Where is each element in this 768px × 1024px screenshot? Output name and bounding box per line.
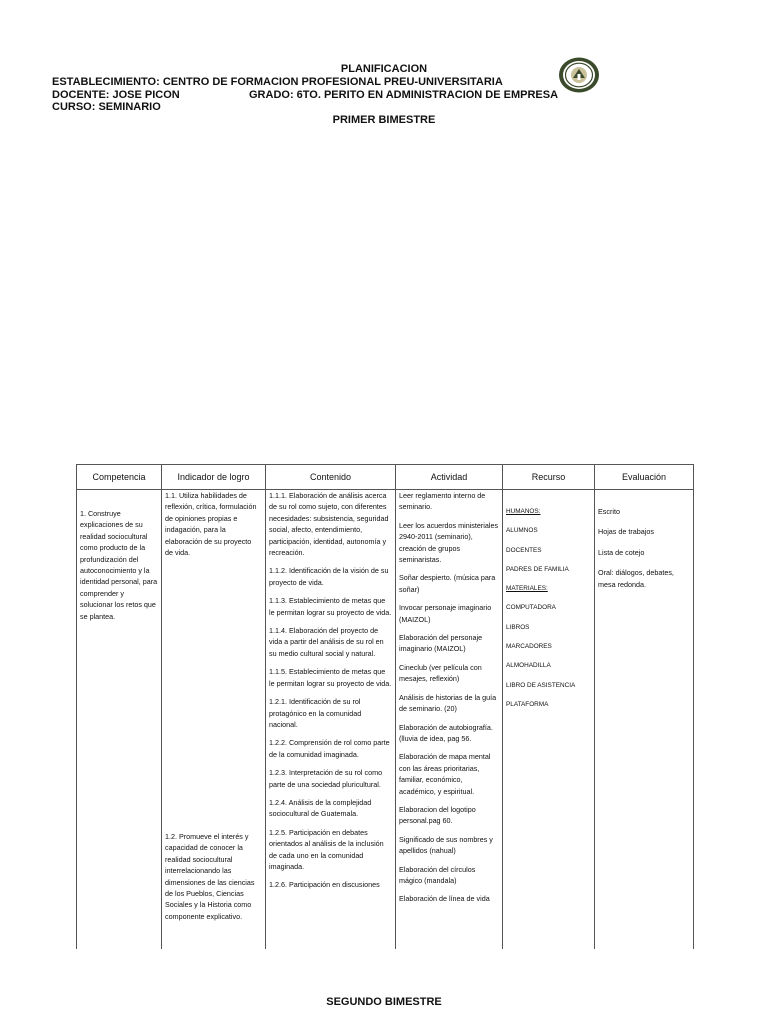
recurso-item: LIBRO DE ASISTENCIA [506, 681, 576, 689]
recurso-item: ALUMNOS [506, 527, 538, 535]
evaluacion-item: Escrito [598, 507, 620, 516]
segundo-bimestre-heading: SEGUNDO BIMESTRE [326, 996, 442, 1008]
contenido-item: 1.2.1. Identificación de su rol protagónico en la comunidad nacional. [269, 697, 362, 729]
header-recurso: Recurso [503, 465, 595, 490]
actividad-item: Invocar personaje imaginario (MAIZOL) [399, 603, 492, 624]
contenido-item: 1.1.2. Identificación de la visión de su proyecto de vida. [269, 566, 389, 587]
actividad-item: Elaboración de línea de vida [399, 894, 490, 904]
contenido-item: 1.1.5. Establecimiento de metas que le permitan lograr su proyecto de vida. [269, 667, 392, 688]
recurso-item: COMPUTADORA [506, 604, 556, 612]
primer-bimestre-heading: PRIMER BIMESTRE [332, 114, 436, 126]
school-logo-icon [557, 56, 601, 94]
curso-line: CURSO: SEMINARIO [52, 101, 161, 113]
grado-line: GRADO: 6TO. PERITO EN ADMINISTRACION DE EMPRESA [249, 89, 559, 101]
table-header-row [77, 465, 694, 490]
actividad-item: Leer reglamento interno de seminario. [399, 491, 486, 512]
header-indicador: Indicador de logro [162, 465, 266, 490]
actividad-item: Análisis de historias de la guía de seminario. (20) [399, 692, 497, 714]
document-title: PLANIFICACION [340, 63, 428, 75]
table-row [77, 490, 694, 950]
actividad-item: Elaboración del círculos mágico (mandala) [399, 864, 476, 885]
recurso-item: ALMOHADILLA [506, 662, 551, 670]
actividad-item: Elaboracion del logotipo personal.pag 60. [399, 804, 476, 826]
recurso-item: DOCENTES [506, 546, 542, 554]
contenido-item: 1.2.4. Análisis de la complejidad sociocultural de Guatemala. [269, 797, 372, 819]
actividad-item: Soñar despierto. (música para soñar) [399, 573, 496, 594]
recurso-heading: HUMANOS: [506, 508, 541, 515]
evaluacion-item: Oral: diálogos, debates, mesa redonda. [598, 568, 674, 589]
contenido-item: 1.1.1. Elaboración de análisis acerca de su rol como sujeto, con diferentes necesidades: subsistencia, seguridad social, afecto, entendimiento, participación, identidad, autonomía y recreación. [269, 491, 389, 558]
recurso-item: PLATAFORMA [506, 700, 549, 708]
contenido-item: 1.2.5. Participación en debates orientados al análisis de la inclusión de cada uno en la comunidad imaginada. [269, 827, 384, 871]
header-contenido: Contenido [266, 465, 396, 490]
docente-line: DOCENTE: JOSE PICON [52, 89, 180, 101]
contenido-item: 1.1.4. Elaboración del proyecto de vida a partir del análisis de su rol en su medio cultural social y natural. [269, 626, 384, 658]
indicador-cell [162, 490, 266, 950]
recurso-cell [503, 490, 595, 950]
contenido-item: 1.2.6. Participación en discusiones [269, 880, 380, 890]
actividad-item: Leer los acuerdos ministeriales 2940-2011 (seminario), creación de grupos seminaristas. [399, 520, 499, 565]
contenido-item: 1.2.3. Interpretación de su rol como parte de una sociedad pluricultural. [269, 768, 383, 789]
establecimiento-line: ESTABLECIMIENTO: CENTRO DE FORMACION PROFESIONAL PREU-UNIVERSITARIA [52, 76, 503, 88]
actividad-item: Cineclub (ver película con mesajes, reflexión) [399, 662, 482, 684]
competencia-cell [77, 490, 162, 950]
recurso-item: PADRES DE FAMILIA [506, 565, 569, 573]
planning-table [76, 464, 694, 949]
header-actividad: Actividad [396, 465, 503, 490]
actividad-cell [396, 490, 503, 950]
actividad-item: Elaboración del personaje imaginario (MAIZOL) [399, 633, 483, 654]
contenido-item: 1.1.3. Establecimiento de metas que le permitan lograr su proyecto de vida. [269, 596, 392, 617]
recurso-item: MARCADORES [506, 643, 552, 651]
competencia-text: 1. Construye explicaciones de su realidad sociocultural como producto de la profundización del autoconocimiento y la identidad personal, para comprender y solucionar los retos que se plantea. [80, 509, 158, 621]
evaluacion-item: Lista de cotejo [598, 547, 645, 557]
evaluacion-item: Hojas de trabajos [598, 527, 654, 537]
indicador-2: 1.2. Promueve el interés y capacidad de conocer la realidad sociocultural interrelacionando las dimensiones de las ciencias de los Pueblos, Ciencias Sociales y la Historia como componente explicativo. [165, 832, 255, 921]
header-competencia: Competencia [77, 465, 162, 490]
actividad-item: Elaboración de mapa mental con las áreas prioritarias, familiar, económico, académico, y espiritual. [399, 752, 491, 796]
indicador-1: 1.1. Utiliza habilidades de reflexión, crítica, formulación de opiniones propias e indagación, para la elaboración de su proyecto de vida. [165, 491, 257, 558]
contenido-item: 1.2.2. Comprensión de rol como parte de la comunidad imaginada. [269, 738, 390, 759]
recurso-item: LIBROS [506, 623, 530, 631]
recurso-heading: MATERIALES: [506, 585, 548, 593]
header-evaluacion: Evaluación [595, 465, 694, 490]
actividad-item: Elaboración de autobiografía. (lluvia de idea, pag 56. [399, 722, 493, 743]
evaluacion-cell [595, 490, 694, 950]
actividad-item: Significado de sus nombres y apellidos (nahual) [399, 834, 493, 856]
contenido-cell [266, 490, 396, 950]
